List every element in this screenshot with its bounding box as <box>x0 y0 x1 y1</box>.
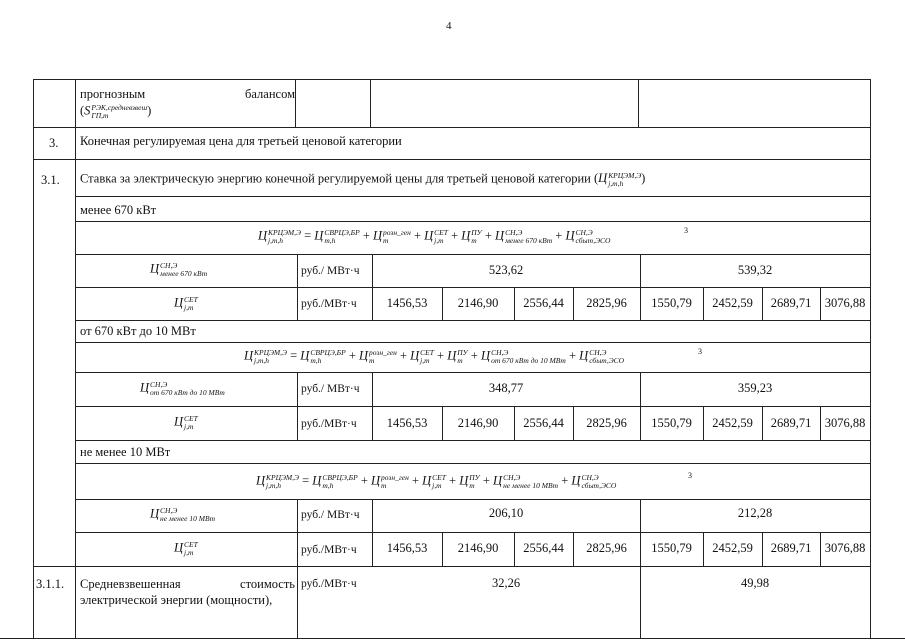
group1-set-unit: руб./МВт·ч <box>301 298 357 310</box>
group1-sn-symbol: Ц СН,Э менее 670 кВт <box>150 261 208 278</box>
group3-set-value: 1550,79 <box>651 541 692 555</box>
group1-formula: Ц КРЦЭМ,Э j,m,h = Ц СВРЦЭ,БР m,h + Ц розн_ген m + Ц СЕТ j,m + Ц ПУ m + Ц СН,Э менее 670 кВт + Ц СН,Э сбыт,ЭСО <box>258 228 611 245</box>
group3-set-value: 1456,53 <box>386 541 428 555</box>
section-311-line1: Средневзвешенная стоимость <box>80 577 295 591</box>
group1-set-value: 1550,79 <box>651 296 692 310</box>
group3-formula: Ц КРЦЭМ,Э j,m,h = Ц СВРЦЭ,БР m,h + Ц розн_ген m + Ц СЕТ j,m + Ц ПУ m + Ц СН,Э не менее 10 МВт + Ц СН,Э сбыт,ЭСО <box>256 473 617 490</box>
group1-set-value: 1456,53 <box>386 296 428 310</box>
group2-label: от 670 кВт до 10 МВт <box>80 324 196 338</box>
group2-set-value: 2146,90 <box>457 416 499 430</box>
s-symbol: (S РЭК,средневзвеш ГП,m ) <box>80 103 152 120</box>
group3-set-unit: руб./МВт·ч <box>301 544 357 556</box>
group1-label: менее 670 кВт <box>80 203 157 217</box>
group2-set-unit: руб./МВт·ч <box>301 418 357 430</box>
group3-set-value: 3076,88 <box>824 541 866 555</box>
group1-set-symbol: Ц СЕТ j,m <box>174 295 198 312</box>
group2-formula: Ц КРЦЭМ,Э j,m,h = Ц СВРЦЭ,БР m,h + Ц розн_ген m + Ц СЕТ j,m + Ц ПУ m + Ц СН,Э от 670 кВт до 10 МВт + Ц СН,Э сбыт,ЭСО <box>244 348 625 365</box>
section-311-value-2: 49,98 <box>740 576 770 590</box>
page-number: 4 <box>446 20 452 32</box>
group1-set-value: 3076,88 <box>824 296 866 310</box>
carry-over-text: прогнозным балансом <box>80 87 295 101</box>
group1-sn-value-1: 523,62 <box>488 263 524 277</box>
group1-footnote: 3 <box>684 226 688 235</box>
group1-set-value: 2825,96 <box>586 296 627 310</box>
group1-sn-unit: руб./ МВт·ч <box>301 265 360 277</box>
section-311-value-1: 32,26 <box>491 576 521 590</box>
group3-set-value: 2556,44 <box>523 541 564 555</box>
group3-set-value: 2146,90 <box>457 541 499 555</box>
group3-footnote: 3 <box>688 471 692 480</box>
group1-sn-value-2: 539,32 <box>737 263 773 277</box>
group1-set-value: 2556,44 <box>523 296 564 310</box>
group3-set-value: 2689,71 <box>770 541 812 555</box>
group2-set-value: 1550,79 <box>651 416 692 430</box>
section-311-line2: электрической энергии (мощности), <box>80 593 273 607</box>
group2-set-value: 3076,88 <box>824 416 866 430</box>
section-311-unit: руб./МВт·ч <box>301 578 357 590</box>
group1-set-value: 2689,71 <box>770 296 812 310</box>
section-3-title: Конечная регулируемая цена для третьей ценовой категории <box>80 134 402 148</box>
group2-set-value: 1456,53 <box>386 416 428 430</box>
group2-set-value: 2825,96 <box>586 416 627 430</box>
group1-set-value: 2146,90 <box>457 296 499 310</box>
group2-set-symbol: Ц СЕТ j,m <box>174 414 198 431</box>
group3-set-symbol: Ц СЕТ j,m <box>174 540 198 557</box>
group3-sn-value-1: 206,10 <box>488 506 524 520</box>
group3-label: не менее 10 МВт <box>80 445 171 459</box>
group3-set-value: 2825,96 <box>586 541 627 555</box>
group2-sn-value-1: 348,77 <box>488 381 524 395</box>
group3-sn-value-2: 212,28 <box>737 506 773 520</box>
group2-set-value: 2452,59 <box>712 416 753 430</box>
group3-sn-unit: руб./ МВт·ч <box>301 509 360 521</box>
group2-sn-unit: руб./ МВт·ч <box>301 383 360 395</box>
group2-set-value: 2556,44 <box>523 416 564 430</box>
group2-sn-symbol: Ц СН,Э от 670 кВт до 10 МВт <box>140 380 225 397</box>
group2-set-value: 2689,71 <box>770 416 812 430</box>
section-31-number: 3.1. <box>41 173 60 187</box>
group2-footnote: 3 <box>698 347 702 356</box>
group2-sn-value-2: 359,23 <box>737 381 773 395</box>
section-311-number: 3.1.1. <box>36 577 65 591</box>
section-31-title: Ставка за электрическую энергию конечной регулируемой цены для третьей ценовой категории (Ц КРЦЭМ,Э j,m,h ) <box>80 171 646 188</box>
group3-sn-symbol: Ц СН,Э не менее 10 МВт <box>150 506 216 523</box>
group3-set-value: 2452,59 <box>712 541 753 555</box>
section-3-number: 3. <box>49 136 59 150</box>
group1-set-value: 2452,59 <box>712 296 753 310</box>
